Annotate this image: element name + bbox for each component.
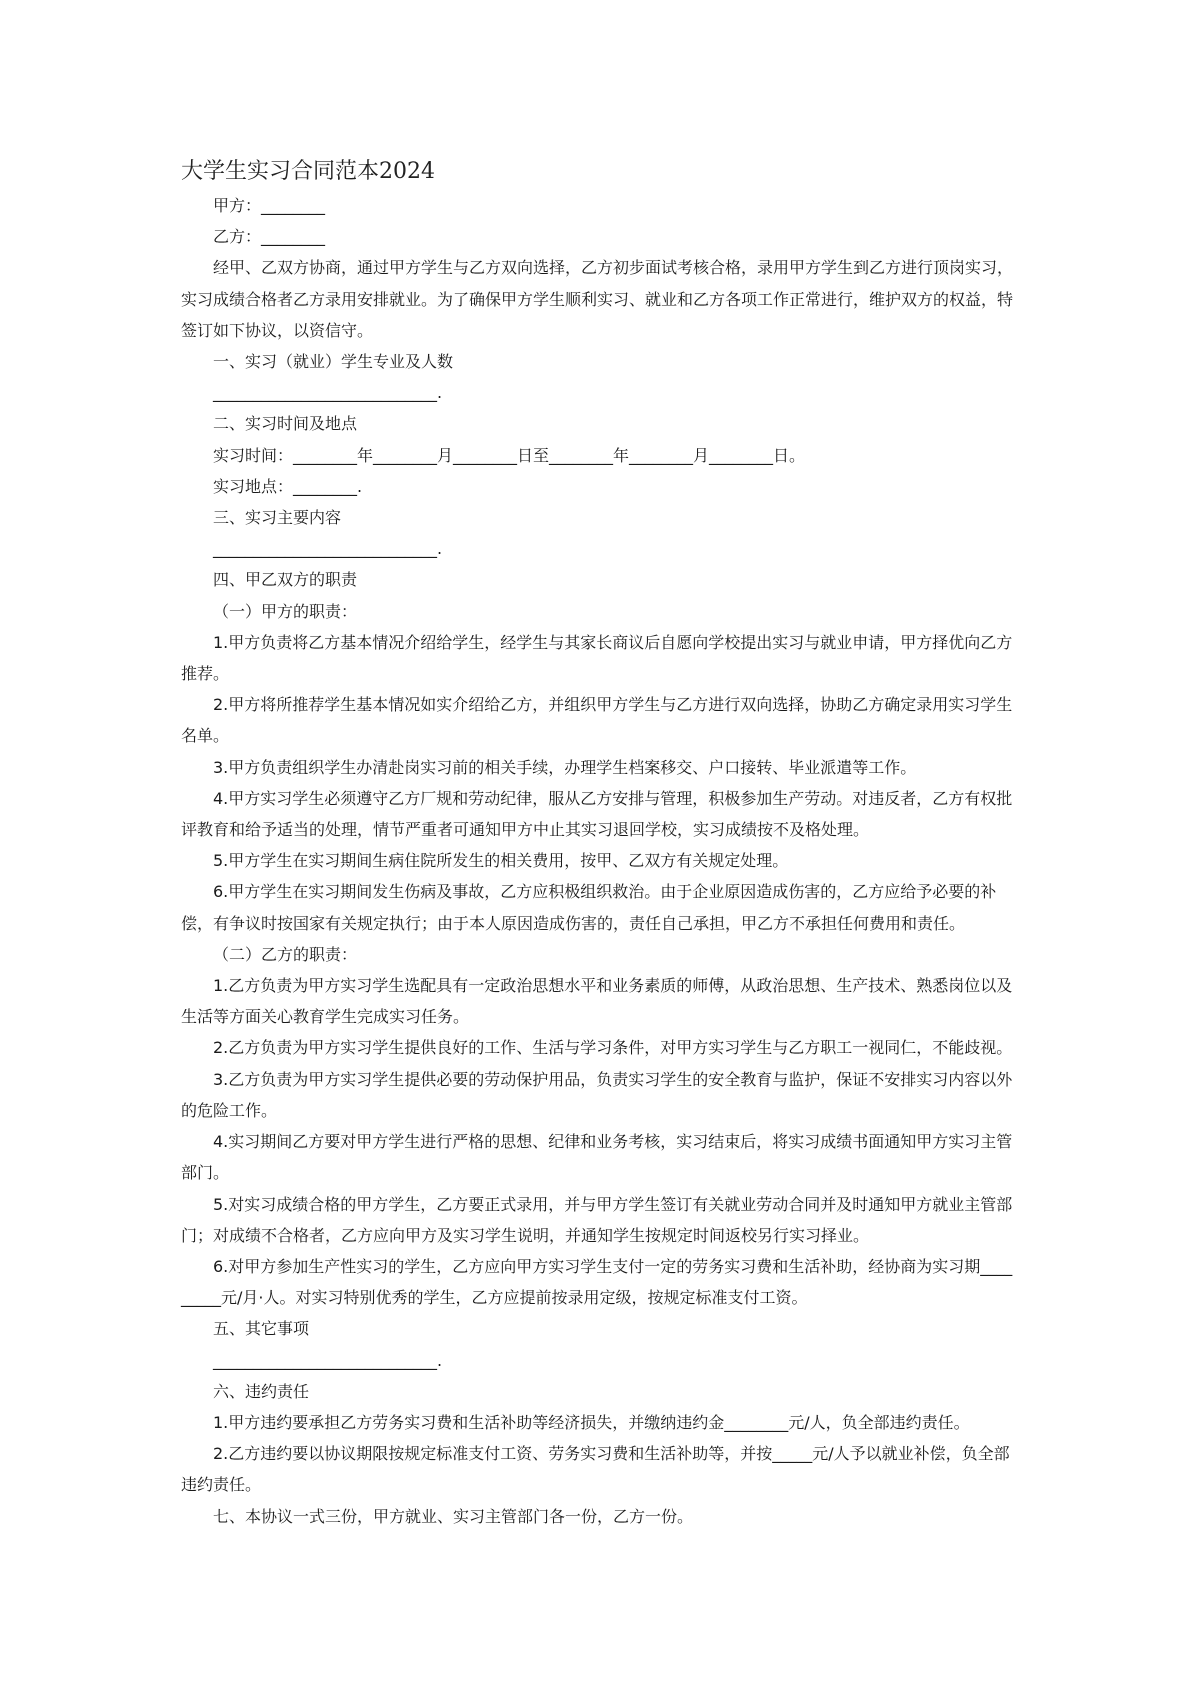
section-heading: 一、实习（就业）学生专业及人数 <box>213 352 454 372</box>
section-heading: 五、其它事项 <box>213 1319 310 1339</box>
party-b-line: 乙方：________ <box>213 227 326 247</box>
clause-paragraph: 6.甲方学生在实习期间发生伤病及事故，乙方应积极组织救治。由于企业原因造成伤害的，乙方应给予必要的补偿，有争议时按国家有关规定执行；由于本人原因造成伤害的，责任自己承担，甲乙方不承担任何费用和责任。 <box>181 882 997 933</box>
section-heading: 二、实习时间及地点 <box>213 414 358 434</box>
clause-paragraph: 2.乙方违约要以协议期限按规定标准支付工资、劳务实习费和生活补助等，并按_____元/人予以就业补偿，负全部违约责任。 <box>181 1444 1010 1495</box>
clause-paragraph: 3.乙方负责为甲方实习学生提供必要的劳动保护用品，负责实习学生的安全教育与监护，保证不安排实习内容以外的危险工作。 <box>181 1069 1013 1120</box>
clause-paragraph: 2.乙方负责为甲方实习学生提供良好的工作、生活与学习条件，对甲方实习学生与乙方职工一视同仁，不能歧视。 <box>213 1038 1013 1058</box>
clause-paragraph: 1.甲方违约要承担乙方劳务实习费和生活补助等经济损失，并缴纳违约金________元/人，负全部违约责任。 <box>213 1412 970 1432</box>
subsection-heading: （二）乙方的职责： <box>213 944 358 964</box>
party-a-line: 甲方：________ <box>213 196 326 215</box>
document-body <box>181 190 1019 1532</box>
section-heading: 三、实习主要内容 <box>213 508 342 528</box>
internship-location-line: 实习地点：________. <box>213 476 363 496</box>
document-title: 大学生实习合同范本2024 <box>181 159 435 184</box>
clause-paragraph: 5.甲方学生在实习期间生病住院所发生的相关费用，按甲、乙双方有关规定处理。 <box>213 851 789 871</box>
preamble-paragraph: 经甲、乙双方协商，通过甲方学生与乙方双向选择，乙方初步面试考核合格，录用甲方学生到乙方进行顶岗实习，实习成绩合格者乙方录用安排就业。为了确保甲方学生顺利实习、就业和乙方各项工作正常进行，维护双方的权益，特签订如下协议，以资信守。 <box>181 258 1014 340</box>
section-heading: 四、甲乙双方的职责 <box>213 570 358 590</box>
clause-paragraph: 4.实习期间乙方要对甲方学生进行严格的思想、纪律和业务考核，实习结束后，将实习成绩书面通知甲方实习主管部门。 <box>181 1132 1013 1183</box>
clause-paragraph: 4.甲方实习学生必须遵守乙方厂规和劳动纪律，服从乙方安排与管理，积极参加生产劳动。对违反者，乙方有权批评教育和给予适当的处理，情节严重者可通知甲方中止其实习退回学校，实习成绩按不及格处理。 <box>181 788 1013 840</box>
clause-paragraph: 6.对甲方参加生产性实习的学生，乙方应向甲方实习学生支付一定的劳务实习费和生活补助，经协商为实习期_________元/月·人。对实习特别优秀的学生，乙方应提前按录用定级，按规定标准支付工资。 <box>181 1256 1013 1308</box>
subsection-heading: （一）甲方的职责： <box>213 601 358 621</box>
section-heading: 七、本协议一式三份，甲方就业、实习主管部门各一份，乙方一份。 <box>213 1506 694 1526</box>
clause-paragraph: 2.甲方将所推荐学生基本情况如实介绍给乙方，并组织甲方学生与乙方进行双向选择，协助乙方确定录用实习学生名单。 <box>181 695 1013 746</box>
blank-line: ____________________________. <box>213 383 443 403</box>
blank-line: ____________________________. <box>213 539 443 559</box>
internship-time-line: 实习时间：________年________月________日至________年________月________日。 <box>213 445 806 465</box>
section-heading: 六、违约责任 <box>213 1381 310 1401</box>
clause-paragraph: 1.乙方负责为甲方实习学生选配具有一定政治思想水平和业务素质的师傅，从政治思想、生产技术、熟悉岗位以及生活等方面关心教育学生完成实习任务。 <box>181 976 1013 1027</box>
clause-paragraph: 5.对实习成绩合格的甲方学生，乙方要正式录用，并与甲方学生签订有关就业劳动合同并及时通知甲方就业主管部门；对成绩不合格者，乙方应向甲方及实习学生说明，并通知学生按规定时间返校另行实习择业。 <box>181 1194 1013 1245</box>
blank-line: ____________________________. <box>213 1350 443 1370</box>
clause-paragraph: 1.甲方负责将乙方基本情况介绍给学生，经学生与其家长商议后自愿向学校提出实习与就业申请，甲方择优向乙方推荐。 <box>181 632 1013 684</box>
clause-paragraph: 3.甲方负责组织学生办清赴岗实习前的相关手续，办理学生档案移交、户口接转、毕业派遣等工作。 <box>213 757 917 777</box>
